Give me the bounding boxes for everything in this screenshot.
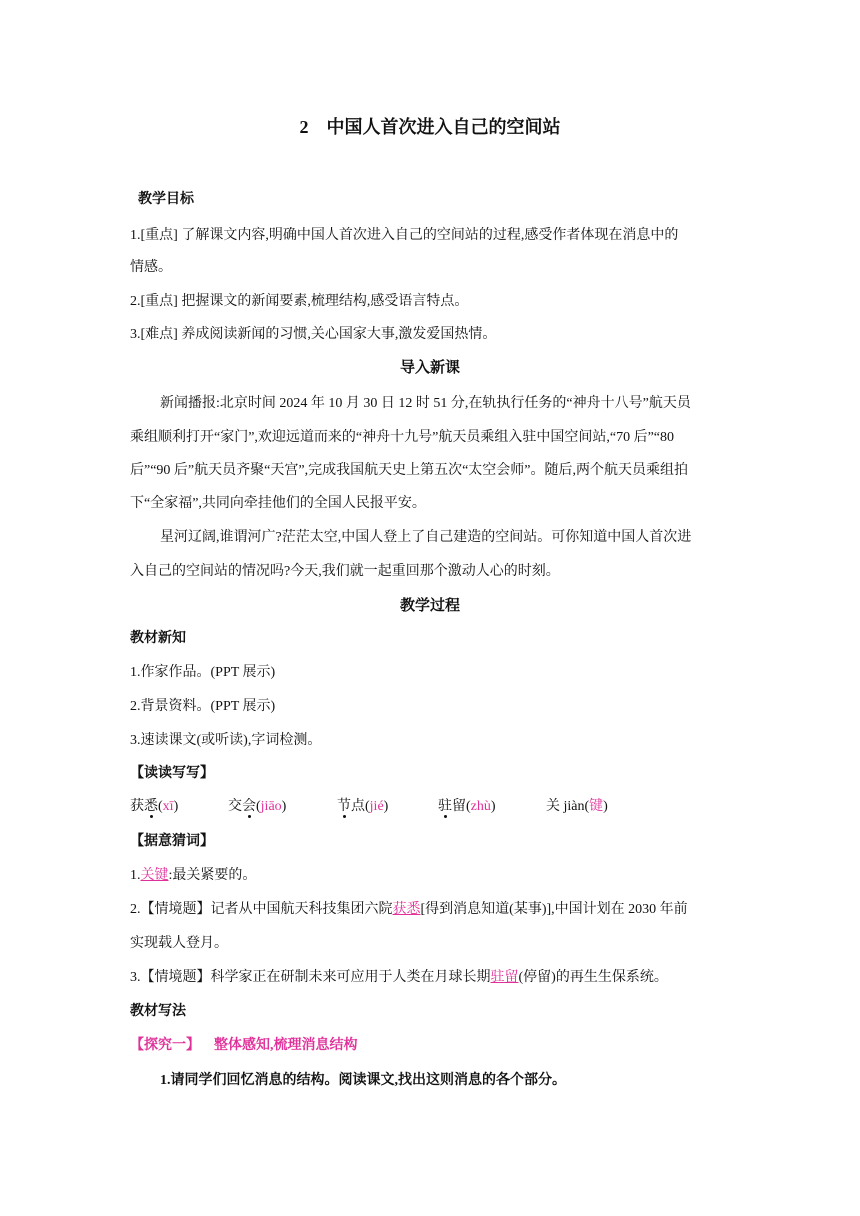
vocab-5-pinyin-prefix: 关 jiàn(	[546, 799, 590, 814]
explore-one-title: 整体感知,梳理消息结构	[214, 1038, 358, 1053]
vocab-item-4	[438, 797, 496, 817]
guess-1-answer: 关键	[140, 868, 169, 883]
guess-2-definition: [得到消息知道(某事)],中国计划在 2030 年前	[420, 902, 688, 917]
guess-item-3	[130, 968, 668, 988]
vocab-4-dotted-char: 驻	[438, 799, 452, 814]
goal-item-2: 2.[重点] 把握课文的新闻要素,梳理结构,感受语言特点。	[130, 294, 469, 309]
section-heading-goals: 教学目标	[138, 192, 194, 207]
goal-item-1: 1.[重点] 了解课文内容,明确中国人首次进入自己的空间站的过程,感受作者体现在消息中的	[130, 228, 679, 243]
vocab-item-3	[337, 797, 388, 817]
intro-paragraph-1-line-4: 下“全家福”,共同向牵挂他们的全国人民报平安。	[130, 496, 426, 511]
subheading-writing-method: 教材写法	[130, 1004, 186, 1019]
vocab-4-close-paren: )	[490, 799, 496, 814]
vocab-3-char: 点	[351, 799, 365, 814]
guess-3-answer: 驻留	[490, 970, 519, 985]
explore-question-1: 1.请同学们回忆消息的结构。阅读课文,找出这则消息的各个部分。	[160, 1073, 566, 1088]
vocab-2-dotted-char: 会	[242, 799, 256, 814]
vocab-item-2	[228, 797, 286, 817]
vocab-3-open-paren: (	[365, 799, 370, 814]
intro-paragraph-2-line-1: 星河辽阔,谁谓河广?茫茫太空,中国人登上了自己建造的空间站。可你知道中国人首次进	[160, 530, 692, 545]
vocab-row	[130, 797, 750, 821]
guess-item-1	[130, 866, 256, 886]
vocab-2-char: 交	[228, 799, 242, 814]
vocab-5-answer: 键	[589, 799, 604, 814]
vocab-2-open-paren: (	[256, 799, 261, 814]
subheading-read-write: 【读读写写】	[130, 766, 214, 781]
vocab-1-close-paren: )	[173, 799, 179, 814]
vocab-1-pinyin: xī	[162, 799, 174, 814]
guess-item-2	[130, 900, 688, 920]
intro-paragraph-1-line-1: 新闻播报:北京时间 2024 年 10 月 30 日 12 时 51 分,在轨执行任务的“神舟十八号”航天员	[160, 396, 691, 411]
guess-item-2-cont: 实现载人登月。	[130, 936, 228, 951]
vocab-3-close-paren: )	[383, 799, 389, 814]
vocab-3-dotted-char: 节	[337, 799, 351, 814]
goal-item-3: 3.[难点] 养成阅读新闻的习惯,关心国家大事,激发爱国热情。	[130, 327, 497, 342]
explore-one-tag: 【探究一】	[130, 1038, 200, 1053]
process-step-1: 1.作家作品。(PPT 展示)	[130, 665, 276, 680]
guess-1-definition: :最关紧要的。	[168, 868, 257, 883]
vocab-item-1	[130, 797, 178, 817]
vocab-4-pinyin: zhù	[470, 799, 491, 814]
vocab-4-char: 留(	[452, 799, 471, 814]
intro-paragraph-1-line-3: 后”“90 后”航天员齐聚“天宫”,完成我国航天史上第五次“太空会师”。随后,两个航天员乘组拍	[130, 463, 688, 478]
vocab-3-pinyin: jié	[369, 799, 384, 814]
vocab-1-dotted-char: 悉	[144, 799, 158, 814]
guess-1-number: 1.	[130, 868, 141, 883]
vocab-1-char: 获	[130, 799, 144, 814]
vocab-2-close-paren: )	[281, 799, 287, 814]
page-title: 2 中国人首次进入自己的空间站	[299, 117, 561, 137]
process-step-3: 3.速读课文(或听读),字词检测。	[130, 733, 322, 748]
section-heading-intro: 导入新课	[399, 360, 460, 376]
vocab-1-open-paren: (	[158, 799, 163, 814]
intro-paragraph-1-line-2: 乘组顺利打开“家门”,欢迎远道而来的“神舟十九号”航天员乘组入驻中国空间站,“70 后”“80	[130, 430, 674, 445]
subheading-new-knowledge: 教材新知	[130, 631, 186, 646]
guess-3-definition: (停留)的再生生保系统。	[518, 970, 668, 985]
process-step-2: 2.背景资料。(PPT 展示)	[130, 699, 276, 714]
guess-2-prefix: 2.【情境题】记者从中国航天科技集团六院	[130, 902, 393, 917]
guess-2-answer: 获悉	[392, 902, 421, 917]
intro-paragraph-2-line-2: 入自己的空间站的情况吗?今天,我们就一起重回那个激动人心的时刻。	[130, 564, 560, 579]
explore-one-heading	[130, 1036, 358, 1056]
vocab-5-close-paren: )	[603, 799, 608, 814]
guess-3-prefix: 3.【情境题】科学家正在研制未来可应用于人类在月球长期	[130, 970, 491, 985]
vocab-2-pinyin: jiāo	[260, 799, 282, 814]
goal-item-1-cont: 情感。	[130, 260, 172, 275]
subheading-guess-words: 【据意猜词】	[130, 834, 214, 849]
section-heading-process: 教学过程	[399, 598, 460, 614]
vocab-item-5	[546, 797, 608, 817]
